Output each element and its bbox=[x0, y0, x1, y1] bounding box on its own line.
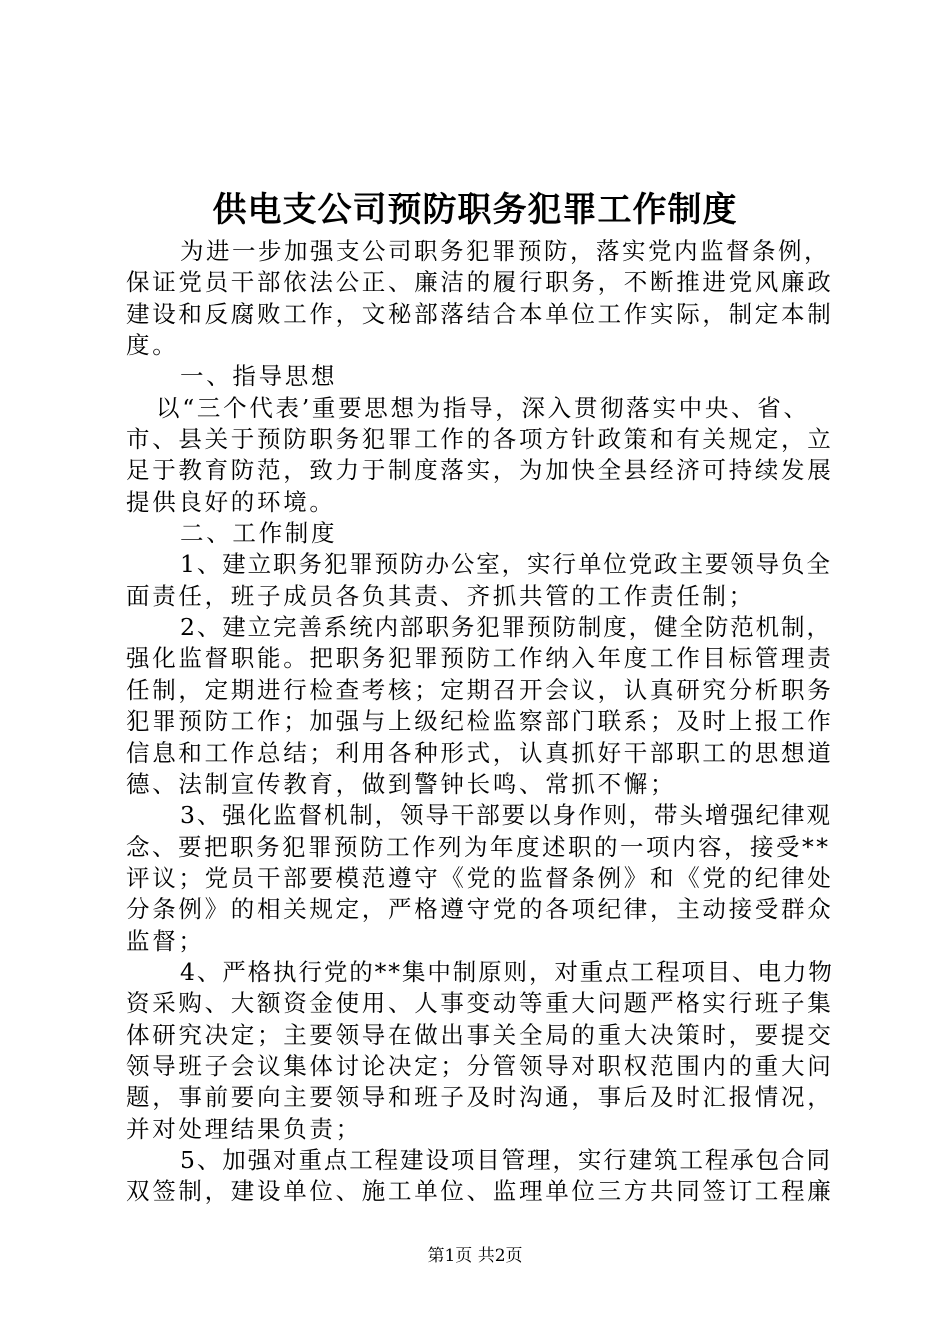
paragraph-line: 1、建立职务犯罪预防办公室，实行单位党政主要领导负全 bbox=[180, 550, 832, 579]
paragraph-line: 保证党员干部依法公正、廉洁的履行职务，不断推进党风廉政 bbox=[126, 268, 834, 297]
section-heading: 一、指导思想 bbox=[180, 362, 338, 391]
paragraph-line: 足于教育防范，致力于制度落实，为加快全县经济可持续发展 bbox=[126, 456, 834, 485]
paragraph-line: 犯罪预防工作；加强与上级纪检监察部门联系；及时上报工作 bbox=[126, 707, 834, 736]
paragraph-line: 领导班子会议集体讨论决定；分管领导对职权范围内的重大问 bbox=[126, 1051, 834, 1080]
paragraph-line: 4、严格执行党的**集中制原则，对重点工程项目、电力物 bbox=[180, 957, 834, 986]
paragraph-line: 并对处理结果负责； bbox=[126, 1114, 362, 1143]
paragraph-line: 体研究决定；主要领导在做出事关全局的重大决策时，要提交 bbox=[126, 1020, 834, 1049]
paragraph-line: 以“三个代表’重要思想为指导，深入贯彻落实中央、省、 bbox=[156, 393, 810, 422]
paragraph-line: 任制，定期进行检查考核；定期召开会议，认真研究分析职务 bbox=[126, 675, 834, 704]
paragraph-line: 提供良好的环境。 bbox=[126, 487, 336, 516]
paragraph-line: 为进一步加强支公司职务犯罪预防，落实党内监督条例， bbox=[180, 237, 830, 265]
document-body bbox=[126, 236, 834, 1208]
paragraph-line: 面责任，班子成员各负其责、齐抓共管的工作责任制； bbox=[126, 581, 755, 610]
paragraph-line: 评议；党员干部要模范遵守《党的监督条例》和《党的纪律处 bbox=[126, 863, 834, 892]
paragraph-line: 资采购、大额资金使用、人事变动等重大问题严格实行班子集 bbox=[126, 989, 834, 1018]
paragraph-line: 3、强化监督机制，领导干部要以身作则，带头增强纪律观 bbox=[180, 801, 832, 830]
page-title: 供电支公司预防职务犯罪工作制度 bbox=[212, 190, 738, 230]
paragraph-line: 双签制，建设单位、施工单位、监理单位三方共同签订工程廉 bbox=[126, 1177, 834, 1206]
paragraph-line: 德、法制宣传教育，做到警钟长鸣、常抓不懈； bbox=[126, 769, 677, 798]
paragraph-line: 监督； bbox=[126, 926, 205, 955]
paragraph-line: 强化监督职能。把职务犯罪预防工作纳入年度工作目标管理责 bbox=[126, 644, 834, 673]
paragraph-line: 信息和工作总结；利用各种形式，认真抓好干部职工的思想道 bbox=[126, 738, 834, 767]
paragraph-line: 建设和反腐败工作，文秘部落结合本单位工作实际，制定本制 bbox=[126, 299, 834, 328]
paragraph-line: 分条例》的相关规定，严格遵守党的各项纪律，主动接受群众 bbox=[126, 895, 834, 924]
paragraph-line: 题，事前要向主要领导和班子及时沟通，事后及时汇报情况， bbox=[126, 1083, 834, 1112]
paragraph-line: 5、加强对重点工程建设项目管理，实行建筑工程承包合同 bbox=[180, 1145, 832, 1174]
paragraph-line: 2、建立完善系统内部职务犯罪预防制度，健全防范机制， bbox=[180, 613, 832, 642]
paragraph-line: 度。 bbox=[126, 331, 179, 360]
paragraph-line: 念、要把职务犯罪预防工作列为年度述职的一项内容，接受** bbox=[126, 832, 831, 861]
page-footer: 第1页 共2页 bbox=[427, 1246, 523, 1266]
paragraph-line: 市、县关于预防职务犯罪工作的各项方针政策和有关规定，立 bbox=[126, 425, 834, 454]
section-heading: 二、工作制度 bbox=[180, 519, 338, 548]
